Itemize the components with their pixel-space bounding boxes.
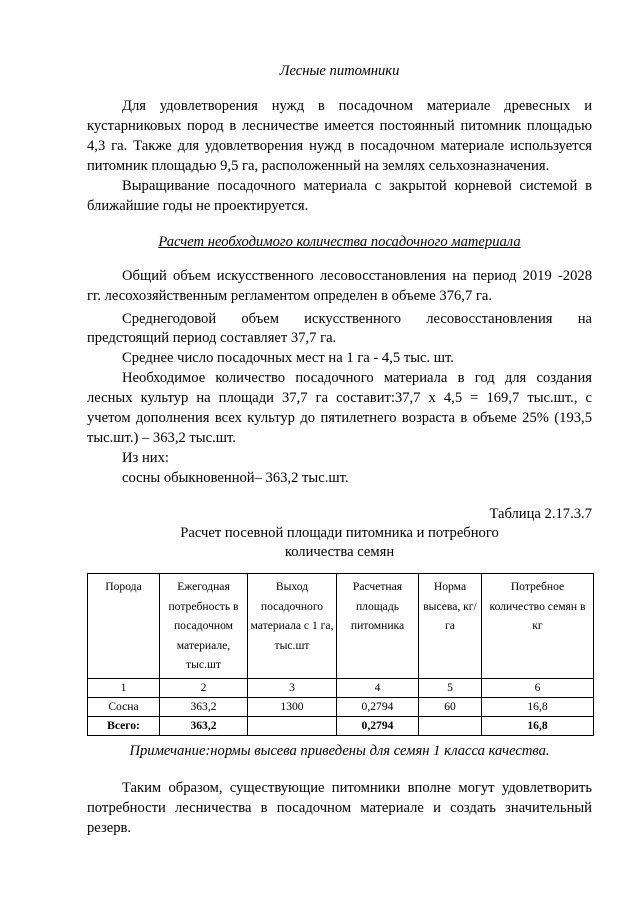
- table-cell: 16,8: [482, 697, 594, 716]
- paragraph-line: Для удовлетворения нужд в посадочном материале древесных и: [122, 98, 592, 114]
- paragraph-line: лесных культур на площади 37,7 га составит:37,7 х 4,5 = 169,7 тыс.шт., с: [87, 390, 592, 406]
- table-cell: 4: [337, 678, 419, 697]
- table-cell: 60: [419, 697, 482, 716]
- paragraph-line: потребности лесничества в посадочном материале и создать значительный: [87, 800, 592, 816]
- table-cell: 5: [419, 678, 482, 697]
- table-cell: 3: [248, 678, 337, 697]
- table-cell: 1300: [248, 697, 337, 716]
- section-title-nurseries: Лесные питомники: [279, 63, 400, 79]
- table-header-row: [88, 574, 594, 679]
- table-cell: [419, 716, 482, 735]
- table-cell: 0,2794: [337, 716, 419, 735]
- table-cell: 6: [482, 678, 594, 697]
- table-row: [88, 697, 594, 716]
- paragraph-line: сосны обыкновенной– 363,2 тыс.шт.: [122, 470, 349, 486]
- table-total-row: [88, 716, 594, 735]
- paragraph-line: учетом дополнения всех культур до пятилетнего возраста в объеме 25% (193,5: [87, 410, 592, 426]
- section-title-calculation: Расчет необходимого количества посадочного материала: [158, 234, 521, 250]
- table-header-cell: Потребное количество семян в кг: [482, 574, 594, 679]
- table-cell: Всего:: [88, 716, 160, 735]
- paragraph-line: Из них:: [122, 450, 169, 466]
- paragraph-line: Выращивание посадочного материала с закрытой корневой системой в: [122, 178, 592, 194]
- paragraph-line: Необходимое количество посадочного материала в год для создания: [122, 370, 592, 386]
- table-header-cell: Расчетная площадь питомника: [337, 574, 419, 679]
- paragraph-line: 4,3 га. Также для удовлетворения нужд в посадочном материале используется: [87, 138, 592, 154]
- table-caption-line: Расчет посевной площади питомника и потребного: [180, 525, 499, 541]
- table-caption-line: количества семян: [284, 544, 395, 560]
- table-label: Таблица 2.17.3.7: [489, 506, 592, 522]
- paragraph-line: Таким образом, существующие питомники вполне могут удовлетворить: [122, 780, 592, 796]
- paragraph-line: Среднегодовой объем искусственного лесовосстановления на: [122, 311, 592, 327]
- table-cell: 2: [160, 678, 248, 697]
- paragraph-line: Среднее число посадочных мест на 1 га - 4,5 тыс. шт.: [122, 350, 454, 366]
- table-cell: [248, 716, 337, 735]
- table-header-cell: Норма высева, кг/га: [419, 574, 482, 679]
- paragraph-line: резерв.: [87, 820, 132, 836]
- table-column-number-row: [88, 678, 594, 697]
- table-cell: 363,2: [160, 716, 248, 735]
- table-cell: 16,8: [482, 716, 594, 735]
- table-cell: 0,2794: [337, 697, 419, 716]
- table-cell: 1: [88, 678, 160, 697]
- paragraph-line: Общий объем искусственного лесовосстановления на период 2019 -2028: [122, 268, 592, 284]
- paragraph-line: предстоящий период составляет 37,7 га.: [87, 330, 337, 346]
- table-header-cell: Выход посадочного материала с 1 га, тыс.шт: [248, 574, 337, 679]
- paragraph-line: тыс.шт.) – 363,2 тыс.шт.: [87, 430, 236, 446]
- table-cell: 363,2: [160, 697, 248, 716]
- nursery-calculation-table: [87, 573, 594, 736]
- paragraph-line: кустарниковых пород в лесничестве имеется постоянный питомник площадью: [87, 118, 592, 134]
- table-cell: Сосна: [88, 697, 160, 716]
- table-header-cell: Порода: [88, 574, 160, 679]
- paragraph-line: ближайшие годы не проектируется.: [87, 198, 309, 214]
- table-header-cell: Ежегодная потребность в посадочном материале, тыс.шт: [160, 574, 248, 679]
- table-note: Примечание:нормы высева приведены для семян 1 класса качества.: [129, 743, 550, 759]
- paragraph-line: питомник площадью 9,5 га, расположенный на землях сельхозназначения.: [87, 158, 550, 174]
- paragraph-line: гг. лесохозяйственным регламентом определен в объеме 376,7 га.: [87, 288, 493, 304]
